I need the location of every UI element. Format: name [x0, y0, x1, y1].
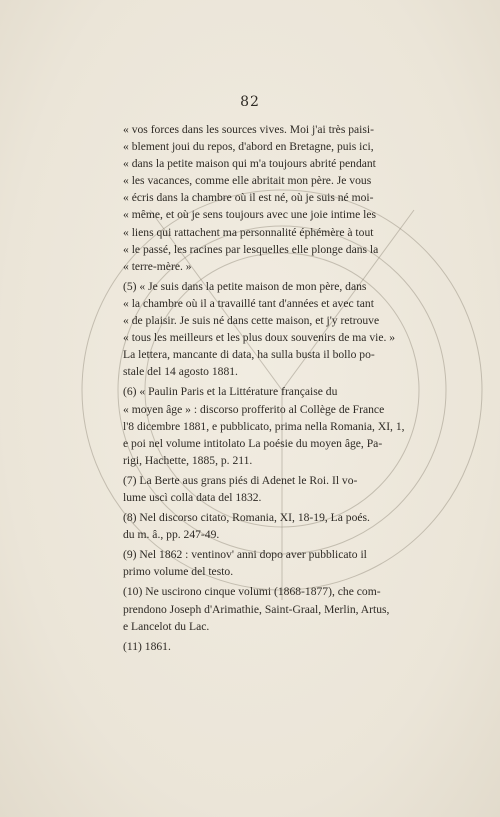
footnote-line: « de plaisir. Je suis né dans cette maison, et j'y retrouve — [123, 314, 380, 328]
footnote-line: « moyen âge » : discorso profferito al Collège de France — [123, 402, 385, 416]
body-text — [123, 121, 433, 655]
footnote-line: La lettera, mancante di data, ha sulla busta il bollo po- — [123, 348, 375, 362]
footnote-line: e poi nel volume intitolato La poésie du moyen âge, Pa- — [123, 436, 383, 450]
footnote-line: e Lancelot du Lac. — [123, 619, 210, 633]
footnote-line: primo volume del testo. — [123, 565, 234, 579]
footnote-line: « la chambre où il a travaillé tant d'années et avec tant — [123, 296, 374, 310]
footnote-line: (6) « Paulin Paris et la Littérature française du — [123, 385, 338, 399]
text-line: « le passé, les racines par lesquelles elle plonge dans la — [123, 242, 379, 256]
text-line: « écris dans la chambre où il est né, où je suis né moi- — [123, 191, 374, 205]
text-line: « les vacances, comme elle abritait mon père. Je vous — [123, 174, 372, 188]
footnote-line: rigi, Hachette, 1885, p. 211. — [123, 453, 253, 467]
footnote-line: (10) Ne uscirono cinque volumi (1868-1877), che com- — [123, 585, 381, 599]
footnote-line: prendono Joseph d'Arimathie, Saint-Graal, Merlin, Artus, — [123, 602, 390, 616]
footnote-line: du m. â., pp. 247-49. — [123, 528, 220, 542]
text-line: « vos forces dans les sources vives. Moi j'ai très paisi- — [123, 123, 374, 136]
footnote-line: « tous les meilleurs et les plus doux souvenirs de ma vie. » — [123, 331, 396, 345]
footnote-line: (7) La Berte aus grans piés di Adenet le Roi. Il vo- — [123, 473, 358, 487]
page-number: 82 — [240, 94, 260, 110]
text-line: « même, et où je sens toujours avec une joie intime les — [123, 208, 377, 222]
text-line: « dans la petite maison qui m'a toujours abrité pendant — [123, 157, 376, 171]
footnote-line: (5) « Je suis dans la petite maison de mon père, dans — [123, 279, 367, 293]
text-line: « terre-mère. » — [123, 259, 192, 273]
footnote-line: (8) Nel discorso citato, Romania, XI, 18-19, La poés. — [123, 511, 370, 525]
text-line: « liens qui rattachent ma personnalité éphémère à tout — [123, 225, 374, 239]
footnote-line: l'8 dicembre 1881, e pubblicato, prima nella Romania, XI, 1, — [123, 419, 405, 433]
footnote-line: (11) 1861. — [123, 639, 171, 653]
footnote-line: stale del 14 agosto 1881. — [123, 365, 238, 379]
footnote-line: lume uscì colla data del 1832. — [123, 490, 262, 504]
footnote-line: (9) Nel 1862 : ventinov' anni dopo aver pubblicato il — [123, 548, 367, 562]
text-line: « blement joui du repos, d'abord en Bretagne, puis ici, — [123, 140, 374, 154]
